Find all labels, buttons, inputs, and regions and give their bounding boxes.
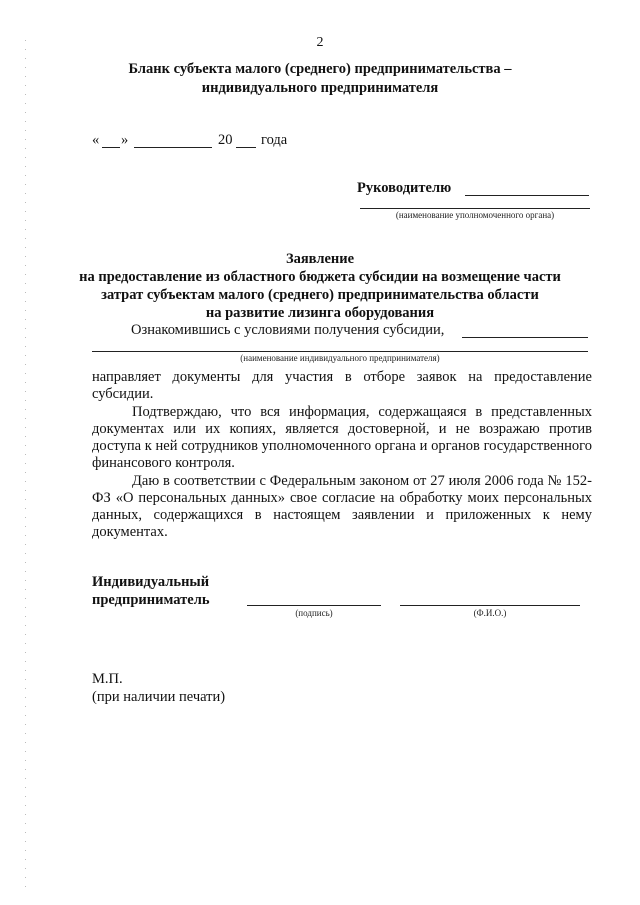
title-line3: затрат субъектам малого (среднего) предпринимательства области [101, 287, 539, 303]
signature-caption: (подпись) [295, 608, 333, 618]
entrepreneur-caption: (наименование индивидуального предпринимателя) [240, 353, 440, 363]
paragraph-documents: направляет документы для участия в отборе заявок на предоставление субсидии. [92, 369, 592, 402]
fullname-blank[interactable] [400, 605, 580, 606]
page-number: 2 [316, 35, 324, 50]
authority-caption: (наименование уполномоченного органа) [395, 210, 555, 220]
date-suffix: года [261, 132, 288, 148]
month-blank[interactable] [134, 147, 212, 148]
intro-blank[interactable] [462, 337, 588, 338]
date-open-quote: « [92, 132, 100, 148]
margin-dotted-guide [25, 40, 26, 890]
day-blank[interactable] [102, 147, 120, 148]
addressee-label: Руководителю [357, 180, 452, 196]
form-header-line2: индивидуального предпринимателя [201, 80, 439, 96]
stamp-block [92, 670, 225, 706]
stamp-mark: М.П. [92, 671, 123, 687]
title-line1: Заявление [285, 251, 355, 267]
signer-role [92, 573, 210, 609]
signer-role-line2: предприниматель [92, 592, 210, 608]
signer-role-line1: Индивидуальный [92, 574, 210, 590]
year-prefix: 20 [218, 132, 233, 148]
signature-blank[interactable] [247, 605, 381, 606]
title-line2: на предоставление из областного бюджета субсидии на возмещение части [79, 269, 561, 285]
authority-name-blank[interactable] [360, 208, 590, 209]
intro-text: Ознакомившись с условиями получения субсидии, [131, 322, 445, 338]
paragraph-consent: Даю в соответствии с Федеральным законом от 27 июля 2006 года № 152-ФЗ «О персональных данных» свое согласие на обработку моих персональных данных, содержащихся в настоящем заявлении и приложенных к нему документах. [92, 473, 592, 540]
paragraph-confirmation: Подтверждаю, что вся информация, содержащаяся в представленных документах или их копиях, является достоверной, и не возражаю против доступа к ней сотрудников уполномоченного органа и органов государственного финансового контроля. [92, 404, 592, 471]
date-close-quote: » [121, 132, 129, 148]
fullname-caption: (Ф.И.О.) [473, 608, 507, 618]
year-blank[interactable] [236, 147, 256, 148]
addressee-blank[interactable] [465, 195, 589, 196]
form-header [60, 60, 580, 98]
application-title [60, 250, 580, 322]
stamp-note: (при наличии печати) [92, 689, 226, 705]
form-header-line1: Бланк субъекта малого (среднего) предпринимательства – [128, 61, 512, 77]
entrepreneur-name-blank[interactable] [92, 351, 588, 352]
title-line4: на развитие лизинга оборудования [205, 305, 435, 321]
